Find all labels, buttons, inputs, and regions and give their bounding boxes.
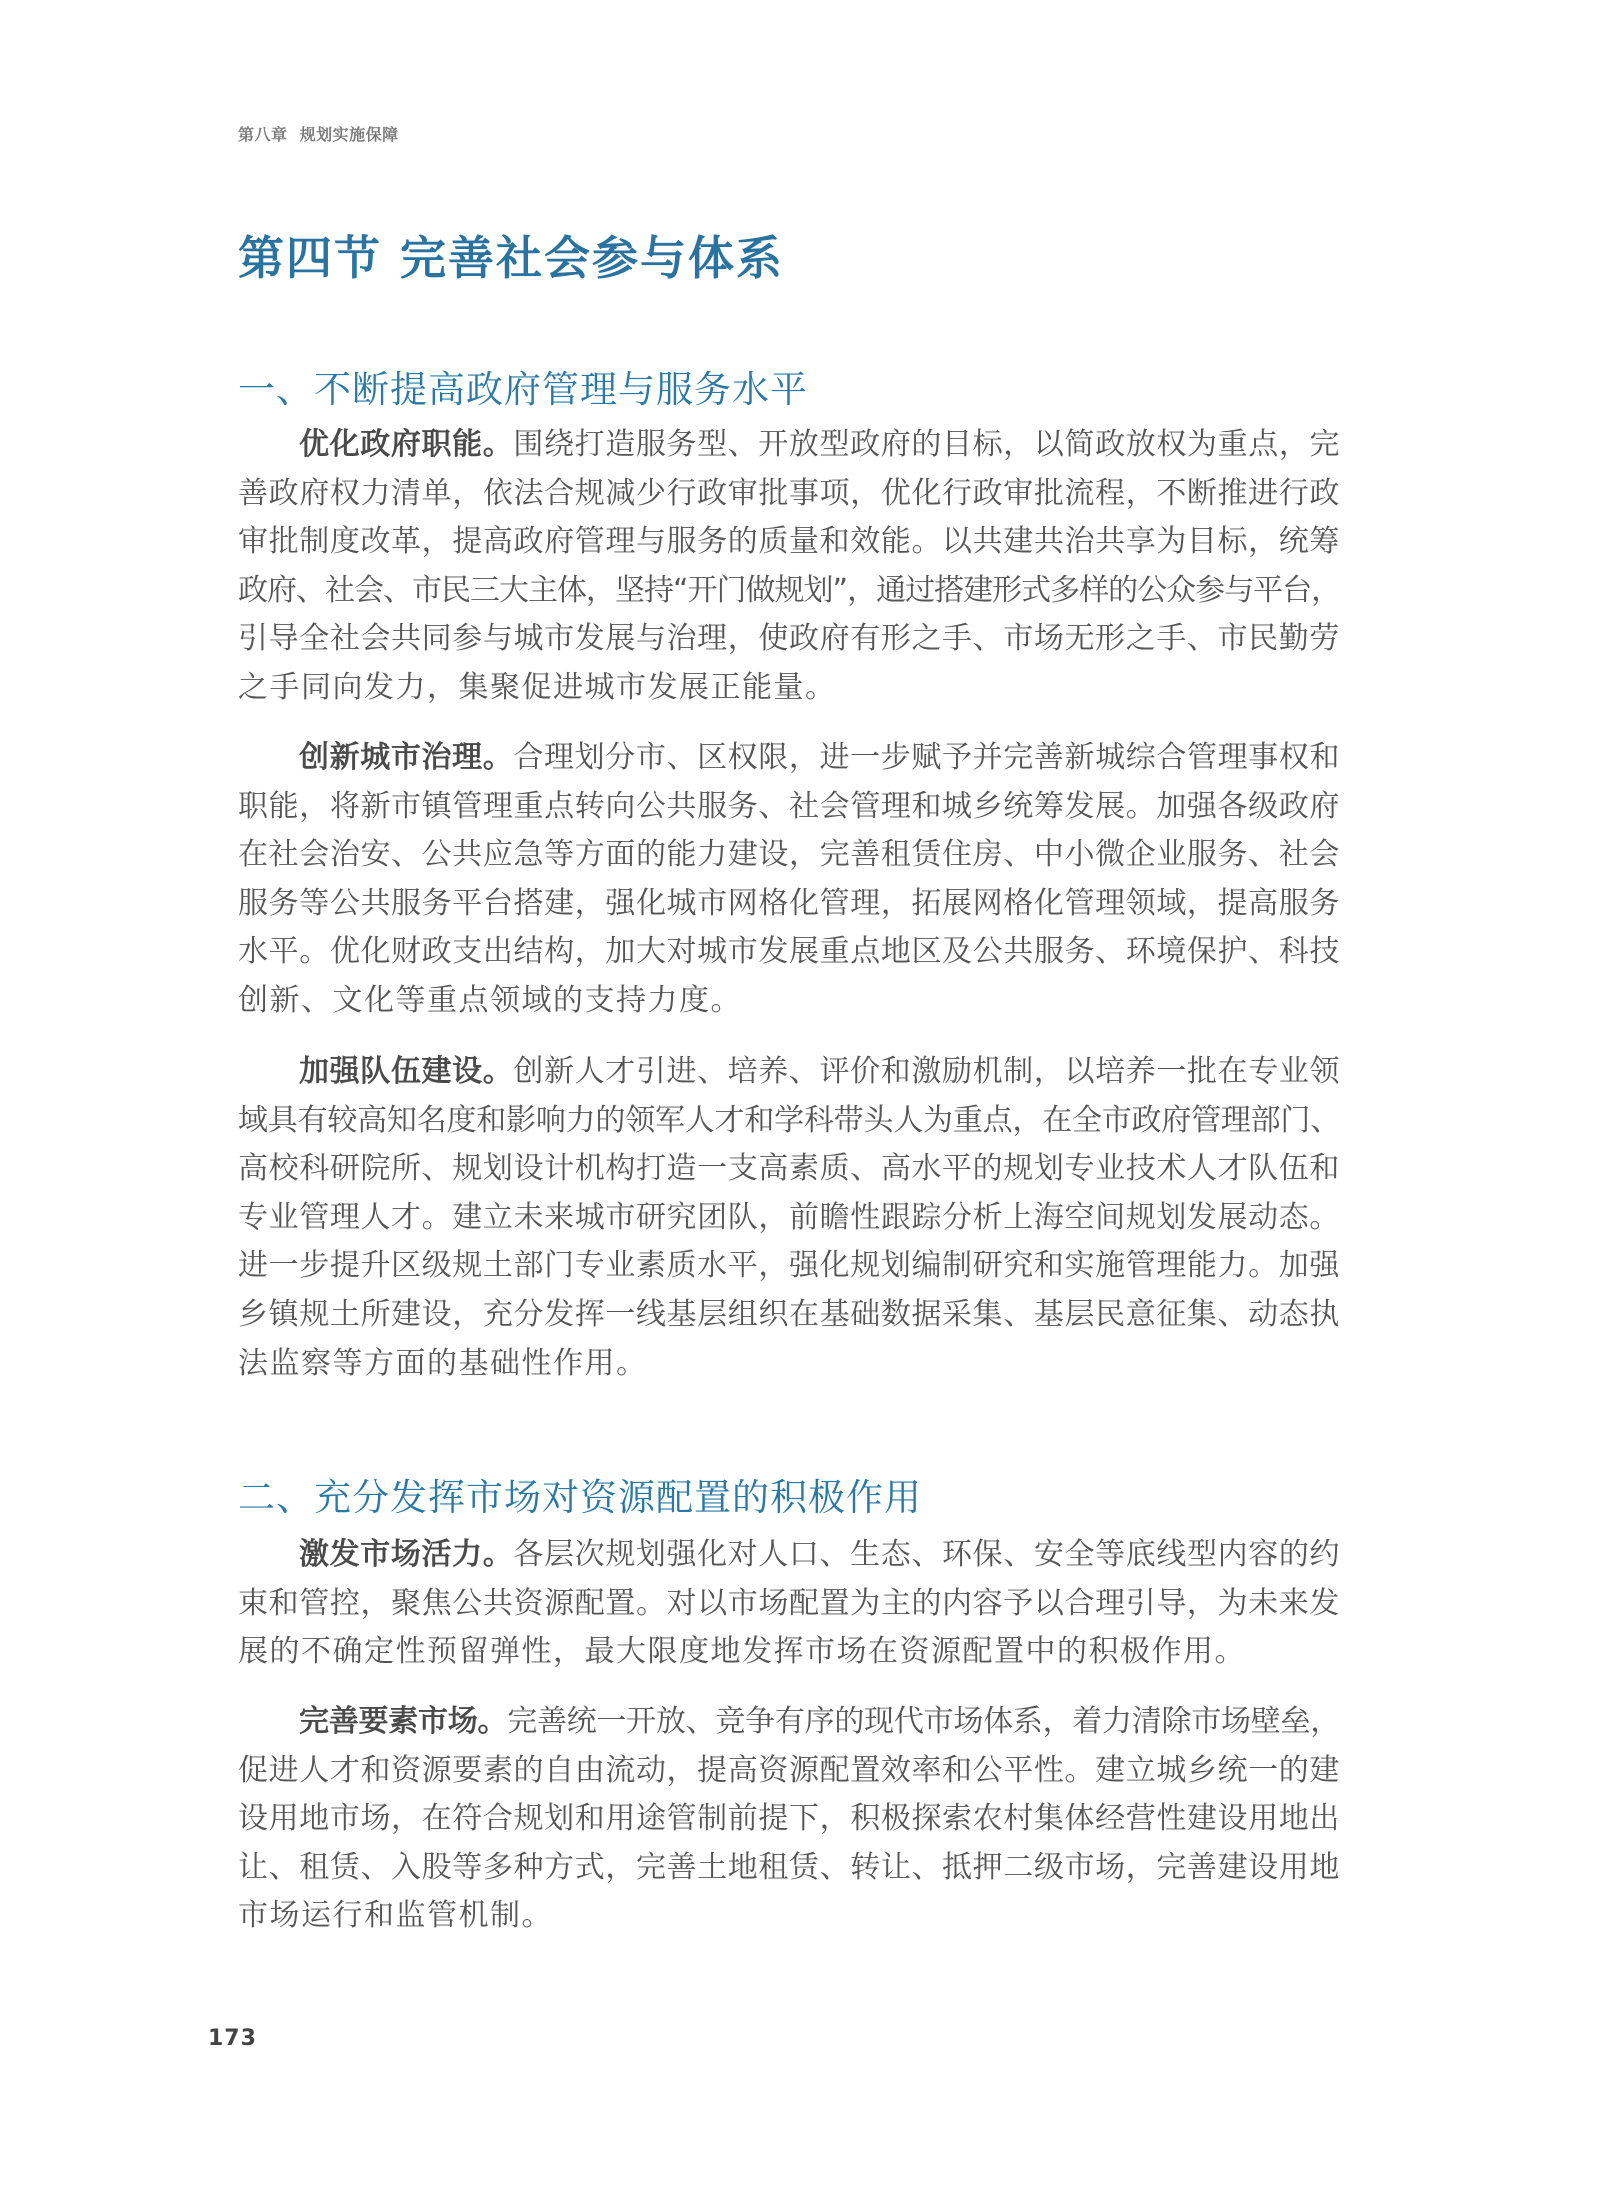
paragraph-line: 服务等公共服务平台搭建，强化城市网格化管理，拓展网格化管理领域，提高服务 xyxy=(238,885,1340,921)
paragraph-line: 展的不确定性预留弹性，最大限度地发挥市场在资源配置中的积极作用。 xyxy=(238,1634,1246,1670)
paragraph-line: 引导全社会共同参与城市发展与治理，使政府有形之手、市场无形之手、市民勤劳 xyxy=(238,621,1340,657)
paragraph-lead: 激发市场活力。 xyxy=(299,1537,514,1572)
paragraph-line: 创新城市治理。合理划分市、区权限，进一步赋予并完善新城综合管理事权和 xyxy=(299,740,1341,775)
paragraph-line: 完善要素市场。完善统一开放、竞争有序的现代市场体系，着力清除市场壁垒， xyxy=(299,1704,1340,1739)
paragraph-line: 专业管理人才。建立未来城市研究团队，前瞻性跟踪分析上海空间规划发展动态。 xyxy=(238,1199,1340,1235)
paragraph-optimize-govt-functions xyxy=(238,421,1340,713)
paragraph-line: 法监察等方面的基础性作用。 xyxy=(238,1345,648,1381)
paragraph-innovate-urban-governance xyxy=(238,734,1340,1026)
paragraph-line: 让、租赁、入股等多种方式，完善土地租赁、转让、抵押二级市场，完善建设用地 xyxy=(238,1849,1340,1885)
paragraph-line: 之手同向发力，集聚促进城市发展正能量。 xyxy=(238,669,837,705)
paragraph-strengthen-team-building xyxy=(238,1048,1340,1388)
paragraph-line: 进一步提升区级规土部门专业素质水平，强化规划编制研究和实施管理能力。加强 xyxy=(238,1248,1340,1284)
section-title: 第四节 完善社会参与体系 xyxy=(238,231,785,285)
paragraph-line: 高校科研院所、规划设计机构打造一支高素质、高水平的规划专业技术人才队伍和 xyxy=(238,1151,1340,1187)
paragraph-improve-factor-markets xyxy=(238,1698,1340,1941)
paragraph-line: 市场运行和监管机制。 xyxy=(238,1898,553,1934)
paragraph-lead: 优化政府职能。 xyxy=(299,427,514,462)
section-heading-1: 一、不断提高政府管理与服务水平 xyxy=(238,368,808,411)
paragraph-line: 创新、文化等重点领域的支持力度。 xyxy=(238,982,742,1018)
paragraph-line: 政府、社会、市民三大主体，坚持“开门做规划”，通过搭建形式多样的公众参与平台， xyxy=(238,572,1341,608)
chapter-header: 第八章 规划实施保障 xyxy=(238,125,399,144)
paragraph-line: 乡镇规土所建设，充分发挥一线基层组织在基础数据采集、基层民意征集、动态执 xyxy=(238,1296,1340,1332)
paragraph-line: 设用地市场，在符合规划和用途管制前提下，积极探索农村集体经营性建设用地出 xyxy=(238,1801,1340,1837)
paragraph-line: 域具有较高知名度和影响力的领军人才和学科带头人为重点，在全市政府管理部门、 xyxy=(238,1102,1340,1138)
paragraph-line: 促进人才和资源要素的自由流动，提高资源配置效率和公平性。建立城乡统一的建 xyxy=(238,1752,1340,1788)
paragraph-line: 在社会治安、公共应急等方面的能力建设，完善租赁住房、中小微企业服务、社会 xyxy=(238,837,1340,873)
paragraph-line: 激发市场活力。各层次规划强化对人口、生态、环保、安全等底线型内容的约 xyxy=(299,1537,1341,1572)
paragraph-line: 审批制度改革，提高政府管理与服务的质量和效能。以共建共治共享为目标，统筹 xyxy=(238,524,1340,560)
paragraph-line: 善政府权力清单，依法合规减少行政审批事项，优化行政审批流程，不断推进行政 xyxy=(238,475,1340,511)
paragraph-lead: 完善要素市场。 xyxy=(299,1704,508,1739)
paragraph-line: 优化政府职能。围绕打造服务型、开放型政府的目标，以简政放权为重点，完 xyxy=(299,427,1341,462)
paragraph-lead: 创新城市治理。 xyxy=(299,740,514,775)
paragraph-line: 水平。优化财政支出结构，加大对城市发展重点地区及公共服务、环境保护、科技 xyxy=(238,934,1340,970)
paragraph-line: 束和管控，聚焦公共资源配置。对以市场配置为主的内容予以合理引导，为未来发 xyxy=(238,1585,1340,1621)
page-number: 173 xyxy=(208,2026,257,2051)
paragraph-line: 加强队伍建设。创新人才引进、培养、评价和激励机制，以培养一批在专业领 xyxy=(299,1054,1341,1089)
section-heading-2: 二、充分发挥市场对资源配置的积极作用 xyxy=(238,1476,922,1519)
paragraph-stimulate-market-vitality xyxy=(238,1531,1340,1677)
paragraph-line: 职能，将新市镇管理重点转向公共服务、社会管理和城乡统筹发展。加强各级政府 xyxy=(238,788,1340,824)
paragraph-lead: 加强队伍建设。 xyxy=(299,1054,514,1089)
